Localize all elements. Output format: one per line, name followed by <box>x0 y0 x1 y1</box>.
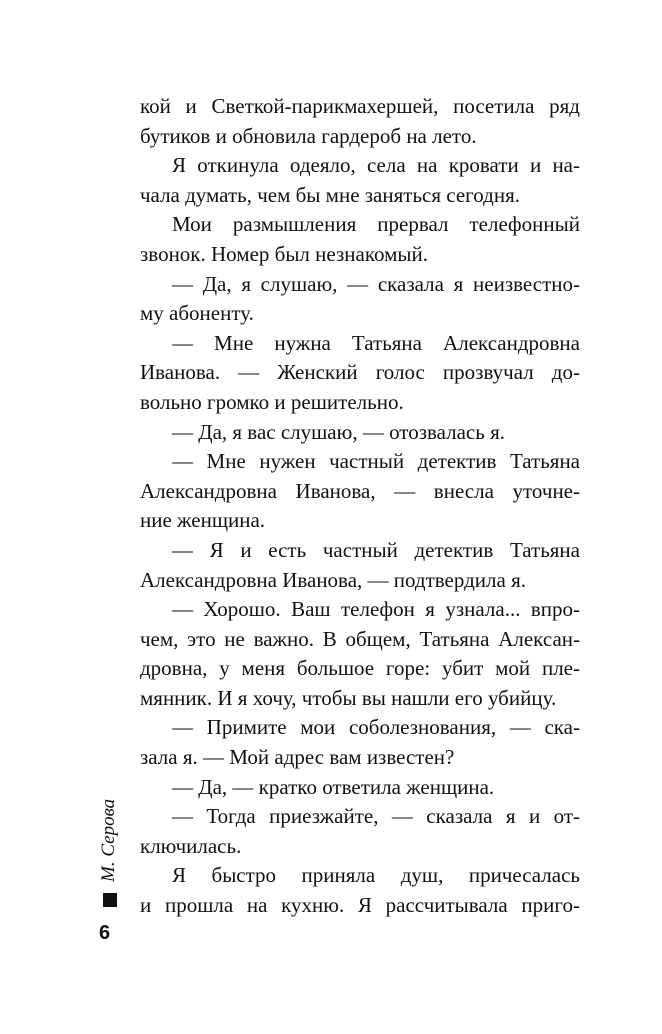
text-line: ние женщина. <box>140 508 266 533</box>
text-line: Иванова. — Женский голос прозвучал до- <box>140 360 580 385</box>
text-line: Мои размышления прервал телефонный <box>172 212 580 237</box>
text-line: Я откинула одеяло, села на кровати и на- <box>172 153 580 178</box>
text-line: чала думать, чем бы мне заняться сегодня. <box>140 182 520 207</box>
text-line: мянник. И я хочу, чтобы вы нашли его убийцу. <box>140 685 557 710</box>
text-line: — Мне нужна Татьяна Александровна <box>172 330 580 355</box>
text-line: звонок. Номер был незнакомый. <box>140 241 428 266</box>
text-line: Александровна Иванова, — подтвердила я. <box>140 567 526 592</box>
text-line: — Да, я вас слушаю, — отозвалась я. <box>172 419 505 444</box>
text-line: Я быстро приняла душ, причесалась <box>172 863 580 888</box>
text-line: вольно громко и решительно. <box>140 389 404 414</box>
text-line: зала я. — Мой адрес вам известен? <box>140 745 455 770</box>
text-line: му абоненту. <box>140 301 254 326</box>
text-line: — Да, — кратко ответила женщина. <box>172 774 495 799</box>
text-line: и прошла на кухню. Я рассчитывала приго- <box>140 893 580 918</box>
text-line: дровна, у меня большое горе: убит мой пле- <box>140 656 580 681</box>
text-line: — Хорошо. Ваш телефон я узнала... впро- <box>172 597 580 622</box>
text-line: чем, это не важно. В общем, Татьяна Алексан- <box>140 626 580 651</box>
text-line: — Мне нужен частный детектив Татьяна <box>172 449 580 474</box>
text-line: — Примите мои соболезнования, — ска- <box>172 715 580 740</box>
running-head-text: М. Серова <box>98 798 119 882</box>
text-line: кой и Светкой-парикмахершей, посетила ряд <box>140 94 580 118</box>
page-number: 6 <box>99 922 111 944</box>
running-head <box>98 772 122 882</box>
text-line: — Да, я слушаю, — сказала я неизвестно- <box>172 271 580 296</box>
text-line: Александровна Иванова, — внесла уточне- <box>140 478 580 503</box>
text-line: бутиков и обновила гардероб на лето. <box>140 123 477 148</box>
text-line: — Я и есть частный детектив Татьяна <box>172 537 580 562</box>
body-text <box>140 92 580 921</box>
section-marker-square <box>103 893 117 907</box>
text-line: ключилась. <box>140 833 242 858</box>
text-line: — Тогда приезжайте, — сказала я и от- <box>172 804 580 829</box>
